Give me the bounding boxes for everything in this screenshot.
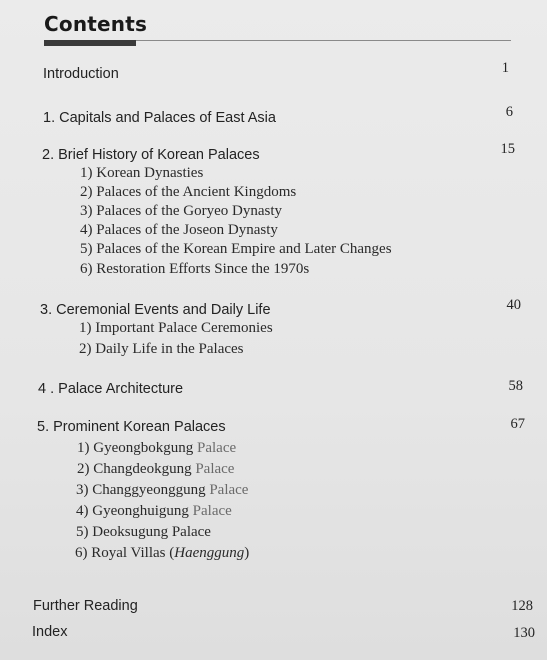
toc-page-chapter-1: 6 [505, 104, 513, 120]
toc-entry-chapter-3: 3. Ceremonial Events and Daily Life [40, 302, 271, 318]
toc-page-chapter-5: 67 [510, 416, 525, 432]
toc-subentry: 2) Changdeokgung Palace [77, 461, 235, 477]
toc-page-further-reading: 128 [511, 598, 533, 614]
toc-subentry: 1) Gyeongbokgung Palace [77, 440, 237, 456]
toc-page-index: 130 [513, 625, 535, 641]
toc-entry-further-reading: Further Reading [33, 598, 138, 614]
title-underline-bar [44, 40, 136, 46]
toc-subentry: 3) Palaces of the Goryeo Dynasty [80, 203, 283, 219]
toc-page-chapter-3: 40 [506, 297, 521, 313]
toc-subentry: 5) Deoksugung Palace [76, 524, 211, 540]
toc-subentry: 4) Palaces of the Joseon Dynasty [80, 222, 278, 238]
page-title: Contents [44, 12, 148, 36]
toc-subentry: 6) Restoration Efforts Since the 1970s [80, 261, 310, 277]
toc-subentry: 2) Daily Life in the Palaces [79, 341, 244, 357]
toc-subentry: 6) Royal Villas (Haenggung) [75, 545, 250, 561]
toc-page-chapter-4: 58 [508, 378, 523, 394]
toc-entry-introduction: Introduction [43, 66, 119, 82]
toc-subentry: 1) Important Palace Ceremonies [79, 320, 273, 336]
toc-subentry: 1) Korean Dynasties [80, 165, 204, 181]
toc-subentry: 5) Palaces of the Korean Empire and Later Changes [80, 241, 392, 257]
toc-page-chapter-2: 15 [500, 141, 515, 157]
toc-subentry: 4) Gyeonghuigung Palace [76, 503, 232, 519]
toc-entry-chapter-1: 1. Capitals and Palaces of East Asia [43, 110, 276, 126]
title-rule-line [136, 40, 511, 41]
toc-entry-chapter-5: 5. Prominent Korean Palaces [37, 419, 226, 435]
toc-subentry: 2) Palaces of the Ancient Kingdoms [80, 184, 297, 200]
toc-entry-index: Index [32, 624, 68, 640]
toc-subentry: 3) Changgyeonggung Palace [76, 482, 249, 498]
toc-page-introduction: 1 [501, 60, 509, 76]
toc-entry-chapter-2: 2. Brief History of Korean Palaces [42, 147, 260, 163]
toc-entry-chapter-4: 4 . Palace Architecture [38, 381, 184, 397]
